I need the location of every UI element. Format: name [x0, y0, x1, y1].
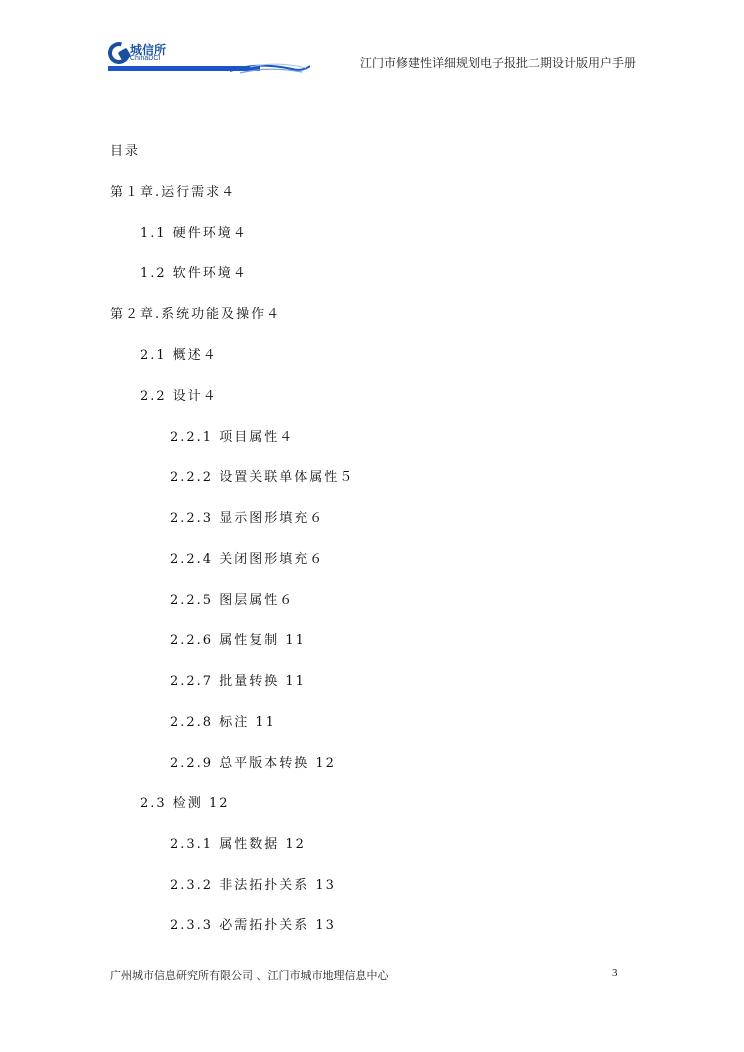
- page-number: 3: [612, 967, 618, 979]
- toc-entry-section[interactable]: 2.2 设计４: [140, 389, 218, 404]
- toc-entry-section[interactable]: 2.3 检测 12: [140, 796, 230, 811]
- toc-entry-section[interactable]: 2.1 概述４: [140, 348, 218, 363]
- toc-entry-subsection[interactable]: 2.3.2 非法拓扑关系 13: [170, 878, 336, 893]
- toc-entry-subsection[interactable]: 2.2.7 批量转换 11: [170, 674, 306, 689]
- toc-entry-subsection[interactable]: 2.2.4 关闭图形填充６: [170, 552, 325, 567]
- footer-organizations: 广州城市信息研究所有限公司 、江门市城市地理信息中心: [110, 969, 389, 982]
- toc-entry-subsection[interactable]: 2.2.3 显示图形填充６: [170, 511, 325, 526]
- document-title: 江门市修建性详细规划电子报批二期设计版用户手册: [359, 56, 636, 70]
- logo-english-text: ChinaDCI: [130, 55, 161, 62]
- header-swoosh-decoration: [230, 60, 310, 76]
- toc-entry-subsection[interactable]: 2.2.5 图层属性６: [170, 593, 295, 608]
- toc-entry-chapter[interactable]: 第２章.系统功能及操作４: [110, 307, 282, 322]
- toc-entry-subsection[interactable]: 2.2.1 项目属性４: [170, 430, 295, 445]
- toc-entry-subsection[interactable]: 2.2.2 设置关联单体属性５: [170, 470, 355, 485]
- page-header: [0, 0, 744, 80]
- toc-heading: 目录: [110, 144, 141, 159]
- toc-entry-section[interactable]: 1.1 硬件环境４: [140, 226, 248, 241]
- toc-entry-subsection[interactable]: 2.3.1 属性数据 12: [170, 837, 306, 852]
- toc-entry-chapter[interactable]: 第１章.运行需求４: [110, 185, 237, 200]
- toc-entry-subsection[interactable]: 2.2.6 属性复制 11: [170, 633, 306, 648]
- toc-entry-subsection[interactable]: 2.2.8 标注 11: [170, 715, 276, 730]
- toc-entry-subsection[interactable]: 2.2.9 总平版本转换 12: [170, 756, 336, 771]
- toc-entry-section[interactable]: 1.2 软件环境４: [140, 266, 248, 281]
- logo-chinese-text: 城信所: [130, 43, 167, 57]
- toc-entry-subsection[interactable]: 2.3.3 必需拓扑关系 13: [170, 918, 336, 933]
